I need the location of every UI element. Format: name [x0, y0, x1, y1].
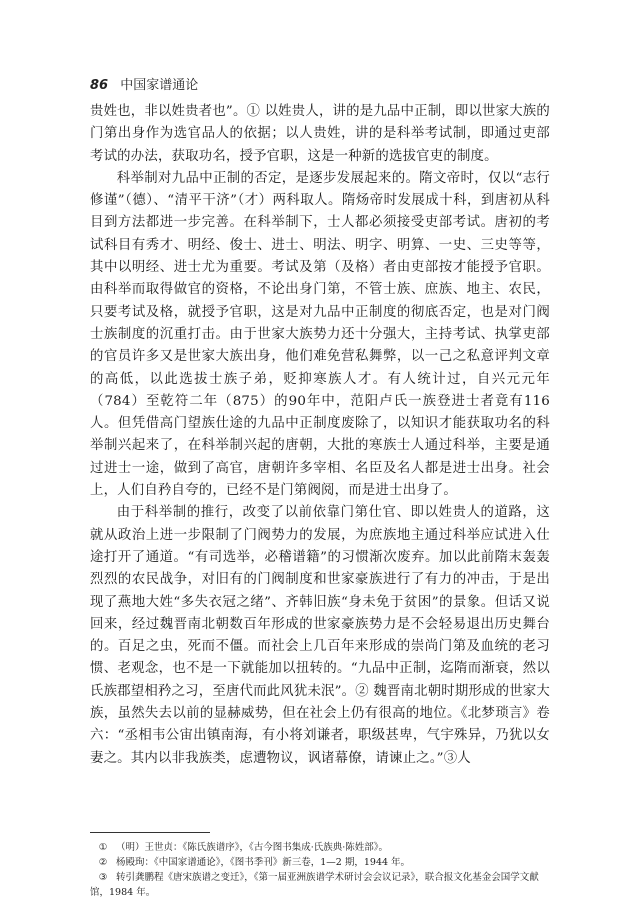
footnote-text: 杨殿珣：《中国家谱通论》，《图书季刊》新三卷，1—2 期，1944 年。: [116, 857, 411, 868]
paragraph-3: 由于科举制的推行，改变了以前依靠门第仕官、即以姓贵人的道路，这就从政治上进一步限制了门阀势力的发展，为庶族地主通过科举应试进入仕途打开了通道。“有司选举，必稽谱籍”的习惯渐次废弃。加以此前隋末轰轰烈烈的农民战争，对旧有的门阀制度和世家豪族进行了有力的冲击，于是出现了燕地大姓“多失衣冠之绪”、齐韩旧族“身未免于贫困”的景象。但话又说回来，经过魏晋南北朝数百年形成的世家豪族势力是不会轻易退出历史舞台的。百足之虫，死而不僵。而社会上几百年来形成的崇尚门第及血统的老习惯、老观念，也不是一下就能加以扭转的。“九品中正制，迄隋而渐衰，然以氏族郡望相矜之习，至唐代而此风犹未泯”。② 魏晋南北朝时期形成的世家大族，虽然失去以前的显赫威势，但在社会上仍有很高的地位。《北梦琐言》卷六：“丞相韦公宙出镇南海，有小将刘谦者，职级甚卑，气宇殊异，乃犹以女妻之。其内以非我族类，虑遭物议，讽诸幕僚，请谏止之。”③人: [90, 505, 550, 766]
footnote-2: [90, 855, 550, 870]
book-title: 中国家谱通论: [120, 78, 199, 93]
footnote-number: ③: [98, 872, 108, 883]
page-number: 86: [90, 78, 109, 93]
main-text: [90, 101, 550, 770]
footnote-number: ①: [98, 842, 108, 853]
footnotes: [90, 840, 550, 900]
footnote-1: [90, 840, 550, 855]
paragraph-2: 科举制对九品中正制的否定，是逐步发展起来的。隋文帝时，仅以“志行修谨”（德）、“清平干济”（才）两科取人。隋炀帝时发展成十科，到唐初从科目到方法都进一步完善。在科举制下，士人都必须接受吏部考试。唐初的考试科目有秀才、明经、俊士、进士、明法、明字、明算、一史、三史等等，其中以明经、进士尤为重要。考试及第（及格）者由吏部按才能授予官职。由科举而取得做官的资格，不论出身门第，不管士族、庶族、地主、农民，只要考试及格，就授予官职，这是对九品中正制度的彻底否定，也是对门阀士族制度的沉重打击。由于世家大族势力还十分强大，主持考试、执掌吏部的官员许多又是世家大族出身，他们难免营私舞弊，以一己之私意评判文章的高低，以此选拔士族子弟，贬抑寒族人才。有人统计过，自兴元元年（784）至乾符二年（875）的90年中，范阳卢氏一族登进士者竟有116人。但凭借高门望族仕途的九品中正制度废除了，以知识才能获取功名的科举制兴起来了，在科举制兴起的唐朝，大批的寒族士人通过科举，主要是通过进士一途，做到了高官，唐朝许多宰相、名臣及名人都是进士出身。社会上，人们自矜自夸的，已经不是门第阀阅，而是进士出身了。: [90, 170, 550, 499]
paragraph-1: 贵姓也，非以姓贵者也”。① 以姓贵人，讲的是九品中正制，即以世家大族的门第出身作为选官品人的依据；以人贵姓，讲的是科举考试制，即通过吏部考试的办法，获取功名，授予官职，这是一种新的选拔官吏的制度。: [90, 104, 550, 164]
footnote-3: [90, 870, 550, 900]
footnote-divider: [90, 832, 210, 833]
running-header: [90, 74, 198, 93]
footnote-number: ②: [98, 857, 108, 868]
footnote-text: （明）王世贞：《陈氏族谱序》，《古今图书集成·氏族典·陈姓部》。: [116, 842, 389, 853]
footnote-text: 转引龚鹏程《唐宋族谱之变迁》，《第一届亚洲族谱学术研讨会会议记录》，联合报文化基金会国学文献馆，1984 年。: [90, 872, 539, 898]
